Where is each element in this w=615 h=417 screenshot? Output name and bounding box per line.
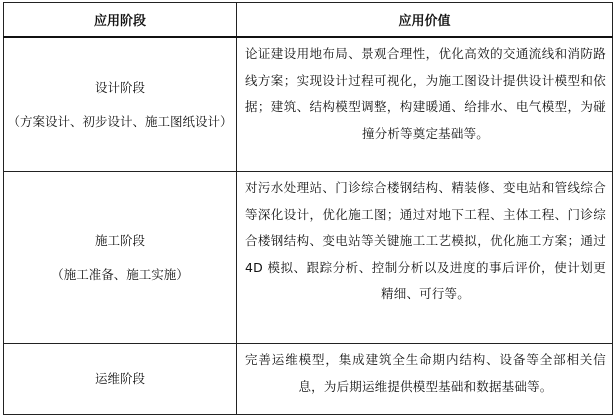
value-text-design: 论证建设用地布局、景观合理性，优化高效的交通流线和消防路线方案；实现设计过程可视化，为施工图设计提供设计模型和依据；建筑、结构模型调整，构建暖通、给排水、电气模型，为碰撞分析等奠定基础等。 <box>245 46 606 141</box>
table-header-row <box>4 3 613 38</box>
stage-detail-construction: （施工准备、施工实施） <box>51 266 189 282</box>
stage-cell-construction <box>4 172 237 344</box>
stage-name-construction: 施工阶段 <box>94 232 145 248</box>
stage-name-operation: 运维阶段 <box>94 371 145 386</box>
value-text-construction: 对污水处理站、门诊综合楼钢结构、精装修、变电站和管线综合等深化设计，优化施工图；通过对地下工程、主体工程、门诊综合楼钢结构、变电站等关键施工工艺模拟，优化施工方案；通过 4D 模拟、跟踪分析、控制分析以及进度的事后评价，使计划更精细、可行等。 <box>245 180 606 301</box>
stage-cell-operation <box>4 344 237 415</box>
header-value: 应用价值 <box>237 3 613 38</box>
table-row-operation <box>4 344 613 415</box>
stage-cell-design <box>4 37 237 172</box>
value-cell-operation <box>237 344 613 415</box>
header-stage: 应用阶段 <box>4 3 237 38</box>
stage-detail-design: （方案设计、初步设计、施工图纸设计） <box>7 113 233 129</box>
value-cell-design <box>237 37 613 172</box>
value-text-operation: 完善运维模型，集成建筑全生命期内结构、设备等全部相关信息，为后期运维提供模型基础和数据基础等。 <box>245 352 606 394</box>
table-row-construction <box>4 172 613 344</box>
value-cell-construction <box>237 172 613 344</box>
table-row-design <box>4 37 613 172</box>
stage-name-design: 设计阶段 <box>94 79 145 95</box>
application-stage-table <box>3 2 613 415</box>
